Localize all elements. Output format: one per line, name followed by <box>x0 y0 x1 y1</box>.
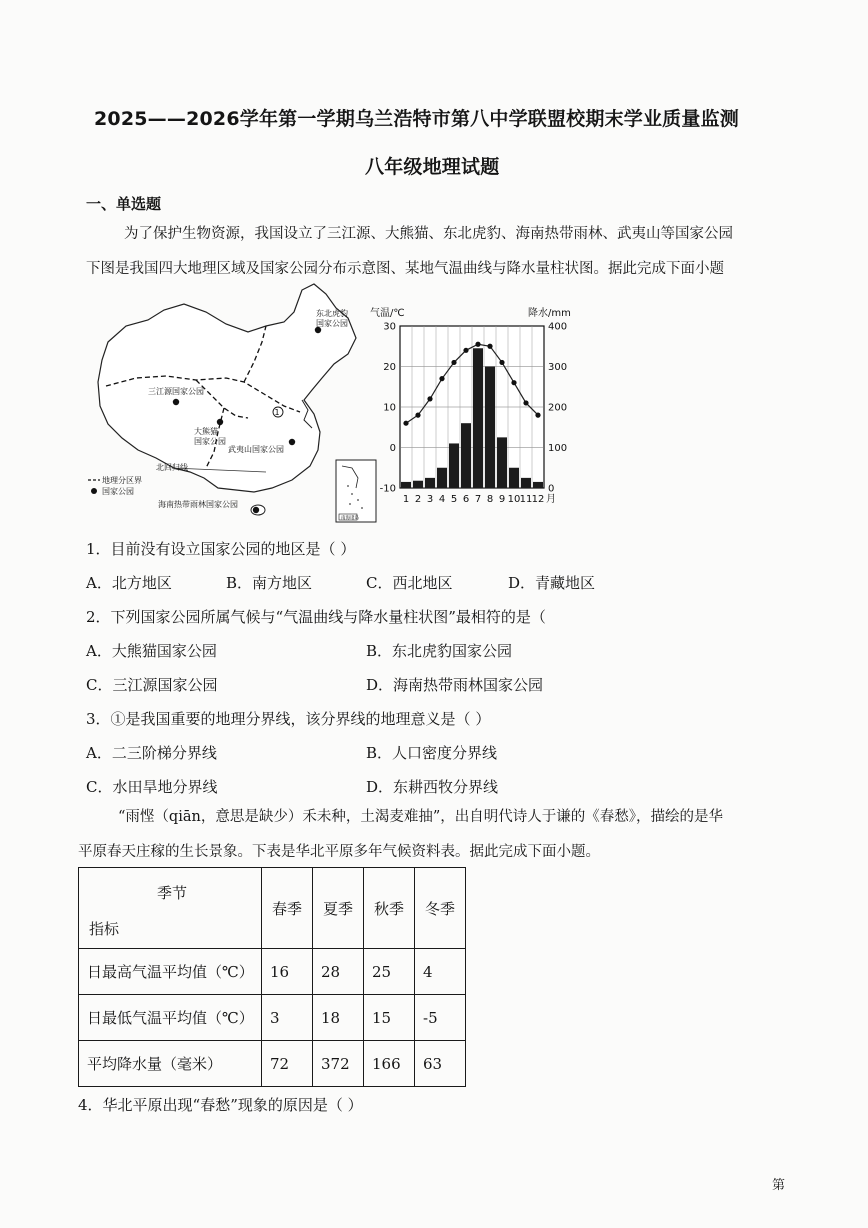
month-tick-label: 11 <box>519 494 533 505</box>
temp-tick-label: 0 <box>389 443 396 454</box>
exam-title: 2025——2026学年第一学期乌兰浩特市第八中学联盟校期末学业质量监测 <box>94 108 739 130</box>
china-regions-map <box>86 282 386 527</box>
precip-bar-2 <box>413 481 423 488</box>
cell: 28 <box>313 949 364 995</box>
precip-axis-label: 降水/mm <box>528 308 571 319</box>
cell: 15 <box>364 995 415 1041</box>
header-winter: 冬季 <box>415 868 466 949</box>
cell: 72 <box>262 1041 313 1087</box>
month-tick-label: 3 <box>426 494 434 505</box>
page-footer: 第 <box>772 1178 786 1193</box>
precip-bar-7 <box>473 348 483 488</box>
cell: 166 <box>364 1041 415 1087</box>
header-spring: 春季 <box>262 868 313 949</box>
temp-tick-label: 20 <box>383 362 396 373</box>
label-dongbei-1: 东北虎豹 <box>316 309 348 318</box>
intro-paragraph-2: “雨悭（qiān，意思是缺少）禾未种，土渴麦难抽”，出自明代诗人于谦的《春愁》，描绘的是华 <box>118 809 723 825</box>
temp-point-11 <box>523 400 528 405</box>
label-hainan: 海南热带雨林国家公园 <box>158 500 238 509</box>
intro-paragraph-1: 为了保护生物资源，我国设立了三江源、大熊猫、东北虎豹、海南热带雨林、武夷山等国家公园 <box>124 226 733 242</box>
legend-boundary: 地理分区界 <box>102 476 142 485</box>
section-heading: 一、单选题 <box>86 195 162 213</box>
temp-point-7 <box>475 342 480 347</box>
precip-tick-label: 300 <box>548 362 568 373</box>
park-dot-panda <box>217 419 223 425</box>
cell: -5 <box>415 995 466 1041</box>
row-label: 平均降水量（毫米） <box>79 1041 262 1087</box>
precip-bar-3 <box>425 478 435 488</box>
precip-tick-label: 0 <box>548 483 555 495</box>
label-sanjiangyuan: 三江源国家公园 <box>148 387 204 396</box>
q3-option-d[interactable]: D．东耕西牧分界线 <box>366 778 499 796</box>
temp-point-12 <box>535 413 540 418</box>
question-4-stem: 4．华北平原出现“春愁”现象的原因是（ ） <box>78 1096 363 1114</box>
cell: 4 <box>415 949 466 995</box>
month-tick-label: 10 <box>507 494 521 505</box>
q2-option-d[interactable]: D．海南热带雨林国家公园 <box>366 676 544 694</box>
cell: 372 <box>313 1041 364 1087</box>
month-tick-label: 4 <box>438 494 446 505</box>
table-row <box>79 995 466 1041</box>
label-dongbei-2: 国家公园 <box>316 319 348 328</box>
table-row <box>79 1041 466 1087</box>
temp-point-8 <box>487 344 492 349</box>
row-label: 日最低气温平均值（℃） <box>79 995 262 1041</box>
label-wuyishan: 武夷山国家公园 <box>228 445 284 454</box>
month-tick-label: 8 <box>486 494 494 505</box>
question-3-stem: 3．①是我国重要的地理分界线，该分界线的地理意义是（ ） <box>86 710 491 728</box>
cell: 63 <box>415 1041 466 1087</box>
label-tropic: 北回归线 <box>156 463 188 472</box>
month-tick-label: 5 <box>450 494 458 505</box>
park-dot-wuyishan <box>289 439 295 445</box>
q2-option-c[interactable]: C．三江源国家公园 <box>86 676 218 694</box>
precip-bar-10 <box>509 468 519 488</box>
q1-option-d[interactable]: D．青藏地区 <box>508 574 596 592</box>
temp-axis-label: 气温/℃ <box>370 308 405 319</box>
precip-tick-label: 200 <box>548 402 568 414</box>
temp-point-5 <box>451 360 456 365</box>
q3-option-a[interactable]: A．二三阶梯分界线 <box>86 744 217 762</box>
month-tick-label: 7 <box>474 494 482 505</box>
label-panda-1: 大熊猫 <box>194 427 218 436</box>
temp-tick-label: -10 <box>379 483 396 495</box>
question-2-stem: 2．下列国家公园所属气候与“气温曲线与降水量柱状图”最相符的是（ <box>86 608 546 626</box>
table-row <box>79 949 466 995</box>
temp-point-6 <box>463 348 468 353</box>
row-label: 日最高气温平均值（℃） <box>79 949 262 995</box>
temp-point-3 <box>427 396 432 401</box>
climate-data-table <box>78 867 466 1087</box>
precip-bar-12 <box>533 482 543 488</box>
cell: 25 <box>364 949 415 995</box>
q3-option-b[interactable]: B．人口密度分界线 <box>366 744 498 762</box>
header-autumn: 秋季 <box>364 868 415 949</box>
temp-point-10 <box>511 380 516 385</box>
table-corner-cell <box>79 868 262 949</box>
exam-subtitle: 八年级地理试题 <box>365 156 500 178</box>
marker-1: 1 <box>274 408 280 417</box>
question-1-stem: 1．目前没有设立国家公园的地区是（ ） <box>86 540 356 558</box>
q1-option-b[interactable]: B．南方地区 <box>226 574 313 592</box>
precip-tick-label: 100 <box>548 443 568 454</box>
intro-paragraph-1b: 下图是我国四大地理区域及国家公园分布示意图、某地气温曲线与降水量柱状图。据此完成下面小题 <box>86 261 724 277</box>
inset-label: 南海诸岛 <box>341 516 359 521</box>
q1-option-a[interactable]: A．北方地区 <box>86 574 172 592</box>
month-suffix: 月 <box>546 494 556 505</box>
temp-point-9 <box>499 360 504 365</box>
park-dot-sanjiangyuan <box>173 399 179 405</box>
header-summer: 夏季 <box>313 868 364 949</box>
month-tick-label: 1 <box>402 494 410 505</box>
month-tick-label: 12 <box>531 494 545 505</box>
precip-bar-5 <box>449 443 459 488</box>
intro-paragraph-2b: 平原春天庄稼的生长景象。下表是华北平原多年气候资料表。据此完成下面小题。 <box>78 844 600 860</box>
climate-chart <box>368 300 588 510</box>
q3-option-c[interactable]: C．水田旱地分界线 <box>86 778 218 796</box>
q2-option-b[interactable]: B．东北虎豹国家公园 <box>366 642 513 660</box>
legend-park: 国家公园 <box>102 487 134 496</box>
month-tick-label: 6 <box>462 494 470 505</box>
precip-tick-label: 400 <box>548 321 568 333</box>
cell: 16 <box>262 949 313 995</box>
label-panda-2: 国家公园 <box>194 437 226 446</box>
temp-tick-label: 30 <box>383 321 396 333</box>
q1-option-c[interactable]: C．西北地区 <box>366 574 453 592</box>
corner-top-label: 季节 <box>157 884 188 902</box>
temp-tick-label: 10 <box>383 402 396 414</box>
precip-bar-1 <box>401 482 411 488</box>
cell: 3 <box>262 995 313 1041</box>
month-tick-label: 9 <box>498 494 506 505</box>
q2-option-a[interactable]: A．大熊猫国家公园 <box>86 642 217 660</box>
precip-bar-8 <box>485 367 495 489</box>
temp-point-1 <box>403 421 408 426</box>
month-tick-label: 2 <box>414 494 422 505</box>
park-dot-hainan <box>253 507 259 513</box>
corner-bottom-label: 指标 <box>89 920 120 938</box>
cell: 18 <box>313 995 364 1041</box>
temp-point-4 <box>439 376 444 381</box>
precip-bar-9 <box>497 437 507 488</box>
precip-bar-11 <box>521 478 531 488</box>
precip-bar-4 <box>437 468 447 488</box>
temp-point-2 <box>415 413 420 418</box>
precip-bar-6 <box>461 423 471 488</box>
